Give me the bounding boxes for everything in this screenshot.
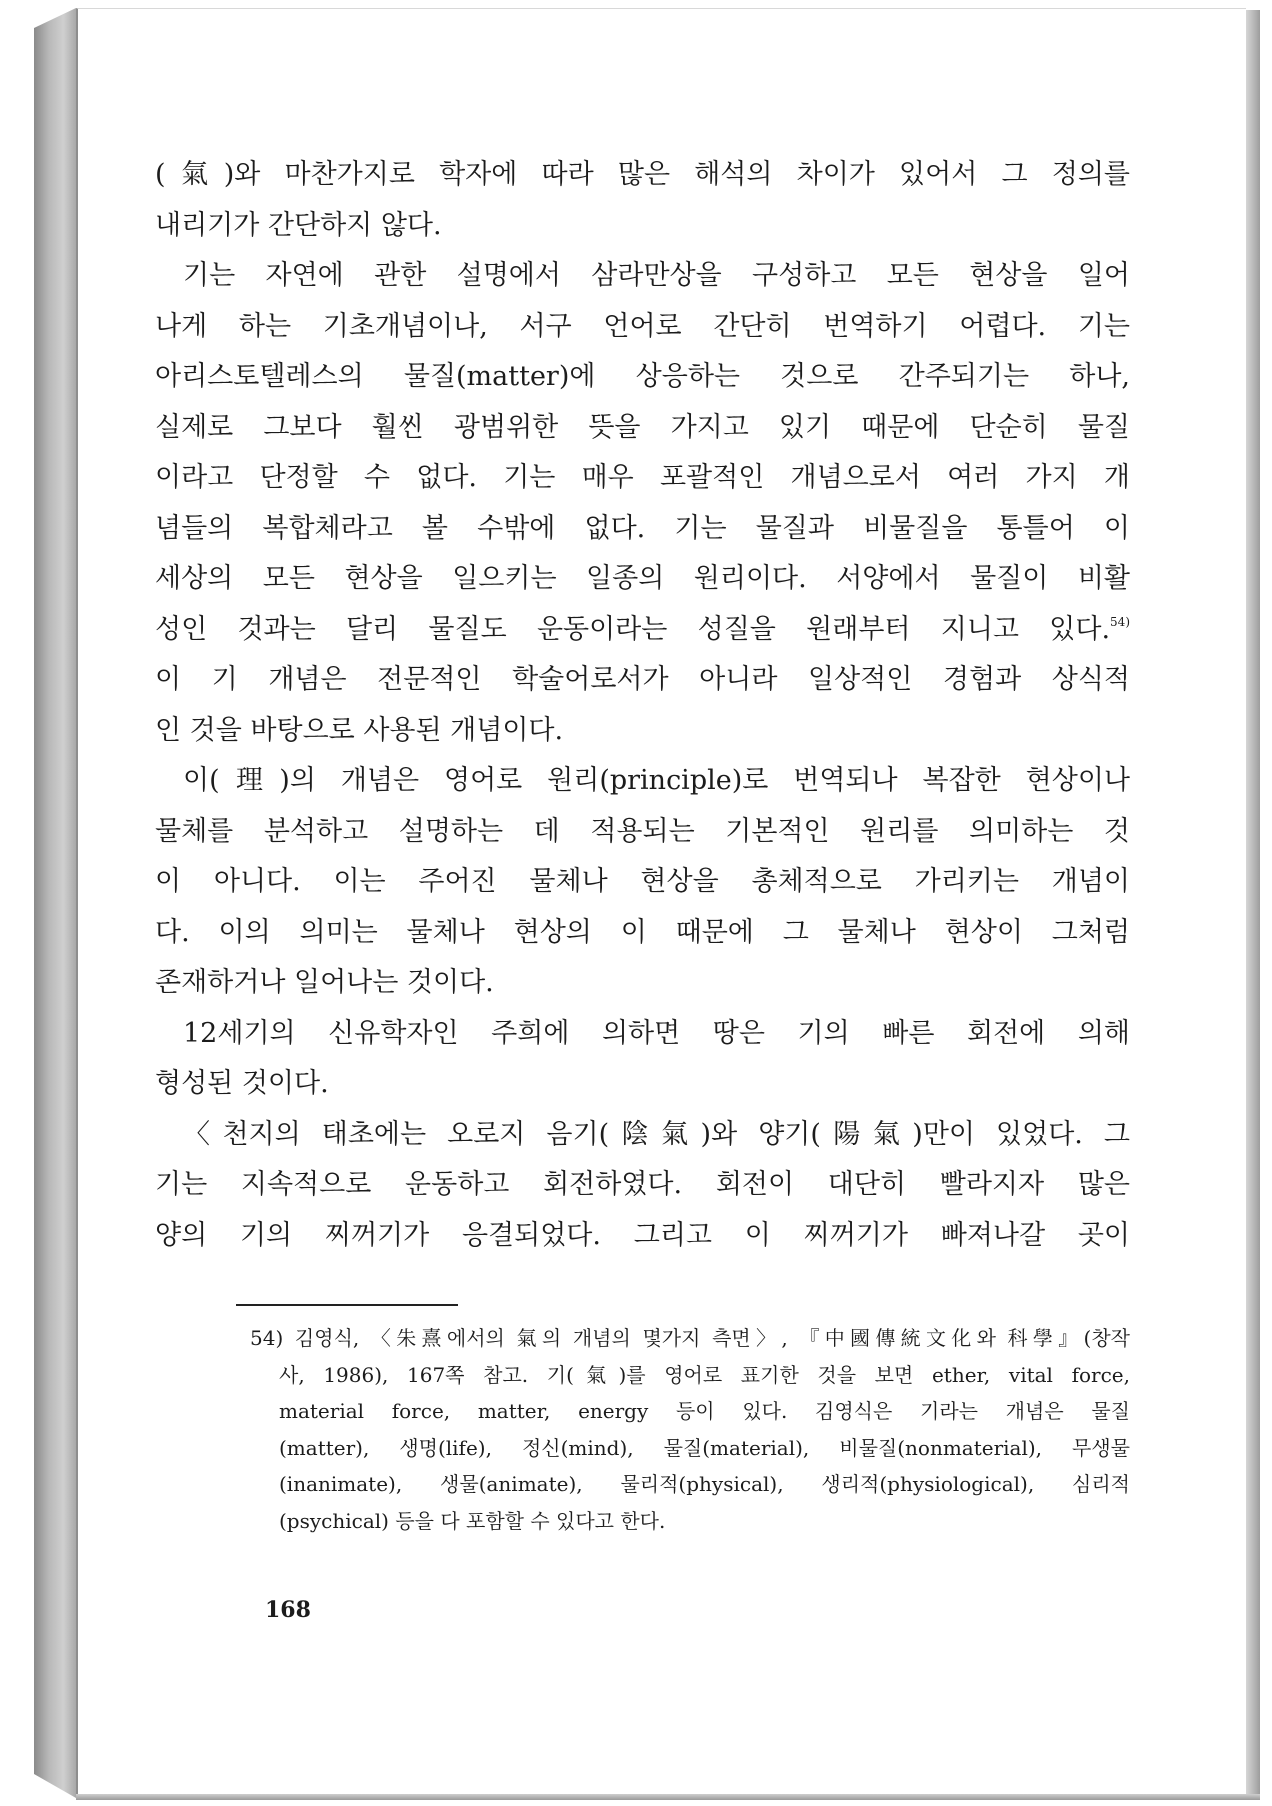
paragraph xyxy=(155,1110,1130,1262)
text-line xyxy=(155,605,1130,656)
text-line: 념들의 복합체라고 볼 수밖에 없다. 기는 물질과 비물질을 통틀어 이 xyxy=(155,512,1130,544)
text-line: 이(理)의 개념은 영어로 원리(principle)로 번역되나 복잡한 현상이나 xyxy=(183,765,1130,796)
page-edge-right xyxy=(1246,10,1260,1794)
text-line: 기는 지속적으로 운동하고 회전하였다. 회전이 대단히 빨라지자 많은 xyxy=(155,1169,1130,1200)
text-line: 〈천지의 태초에는 오로지 음기(陰氣)와 양기(陽氣)만이 있었다. 그 xyxy=(183,1118,1130,1150)
text-line: 나게 하는 기초개념이나, 서구 언어로 간단히 번역하기 어렵다. 기는 xyxy=(155,310,1130,342)
footnote-separator xyxy=(236,1304,458,1306)
text-line: 인 것을 바탕으로 사용된 개념이다. xyxy=(155,714,564,746)
footnote-line: 54) 김영식, 〈朱熹에서의 氣의 개념의 몇가지 측면〉, 『中國傳統文化와 科學』(창작 xyxy=(250,1326,1130,1350)
footnote-reference: 54) xyxy=(1110,614,1130,629)
text-line: 이 기 개념은 전문적인 학술어로서가 아니라 일상적인 경험과 상식적 xyxy=(155,664,1130,695)
text-line: 양의 기의 찌꺼기가 응결되었다. 그리고 이 찌꺼기가 빠져나갈 곳이 xyxy=(155,1219,1130,1251)
footnote xyxy=(250,1320,1130,1539)
text-line: 이라고 단정할 수 없다. 기는 매우 포괄적인 개념으로서 여러 가지 개 xyxy=(155,462,1130,493)
text-line: 존재하거나 일어나는 것이다. xyxy=(155,967,494,998)
text-line: 실제로 그보다 훨씬 광범위한 뜻을 가지고 있기 때문에 단순히 물질 xyxy=(155,411,1130,443)
footnote-line: (matter), 생명(life), 정신(mind), 물질(material), 비물질(nonmaterial), 무생물 xyxy=(279,1435,1130,1460)
page-edge-bottom xyxy=(76,1794,1260,1800)
text-line: 이 아니다. 이는 주어진 물체나 현상을 총체적으로 가리키는 개념이 xyxy=(155,866,1130,897)
text-line: 12세기의 신유학자인 주희에 의하면 땅은 기의 빠른 회전에 의해 xyxy=(183,1017,1130,1049)
text-line: 기는 자연에 관한 설명에서 삼라만상을 구성하고 모든 현상을 일어 xyxy=(183,260,1130,291)
paragraph xyxy=(155,150,1130,251)
text-line: (氣)와 마찬가지로 학자에 따라 많은 해석의 차이가 있어서 그 정의를 xyxy=(155,159,1130,190)
footnote-line: (psychical) 등을 다 포함할 수 있다고 한다. xyxy=(279,1508,666,1533)
text-line: 물체를 분석하고 설명하는 데 적용되는 기본적인 원리를 의미하는 것 xyxy=(155,815,1130,847)
book-spine xyxy=(34,8,76,1798)
text-line: 내리기가 간단하지 않다. xyxy=(155,209,442,241)
text-line: 아리스토텔레스의 물질(matter)에 상응하는 것으로 간주되기는 하나, xyxy=(155,361,1130,392)
text-line: 형성된 것이다. xyxy=(155,1068,329,1099)
footnote-line: 사, 1986), 167쪽 참고. 기(氣)를 영어로 표기한 것을 보면 ether, vital force, xyxy=(279,1362,1130,1387)
paragraph xyxy=(155,251,1130,756)
paragraph xyxy=(155,756,1130,1009)
footnote-line: (inanimate), 생물(animate), 물리적(physical), 생리적(physiological), 심리적 xyxy=(279,1472,1130,1496)
text-line: 세상의 모든 현상을 일으키는 일종의 원리이다. 서양에서 물질이 비활 xyxy=(155,563,1130,594)
text-line: 다. 이의 의미는 물체나 현상의 이 때문에 그 물체나 현상이 그처럼 xyxy=(155,916,1130,948)
text-line-content: 성인 것과는 달리 물질도 운동이라는 성질을 원래부터 지니고 있다. xyxy=(155,613,1111,645)
footnote-line: material force, matter, energy 등이 있다. 김영식은 기라는 개념은 물질 xyxy=(279,1399,1130,1423)
page-number: 168 xyxy=(265,1597,311,1623)
body-text xyxy=(155,150,1130,1261)
paragraph xyxy=(155,1009,1130,1110)
